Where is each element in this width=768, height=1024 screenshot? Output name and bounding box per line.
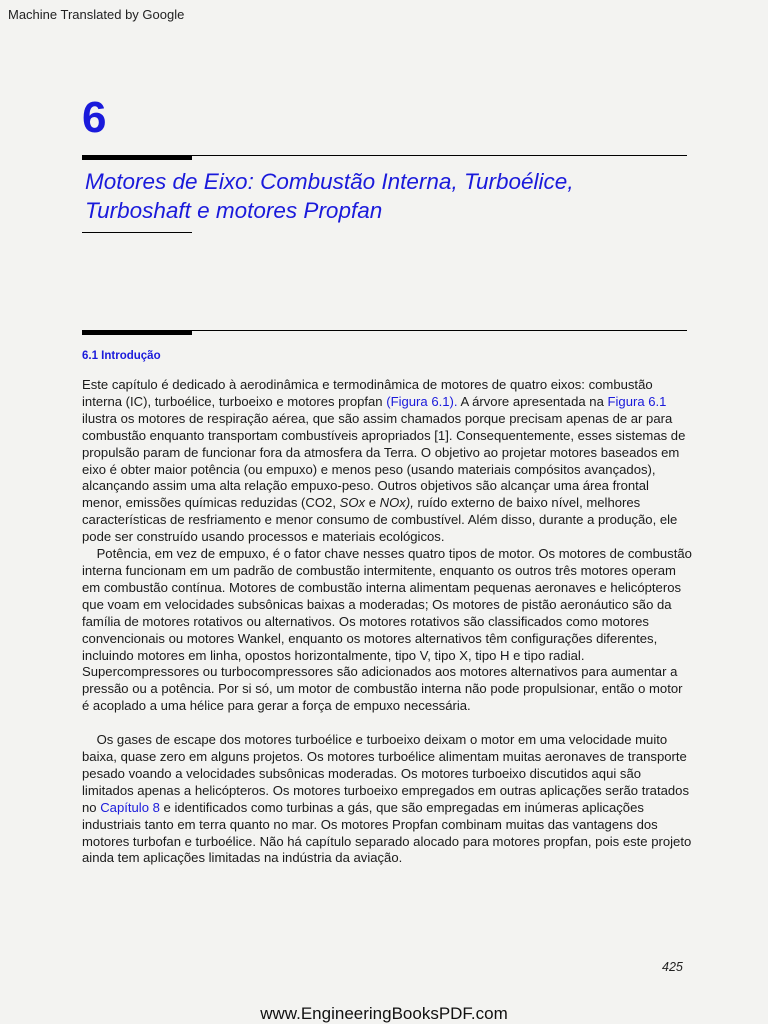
page-number: 425 (662, 960, 683, 974)
paragraph-1-text-b: A árvore apresentada na (457, 393, 608, 409)
paragraph-2 (82, 546, 692, 715)
chapter-8-link[interactable]: Capítulo 8 (100, 799, 160, 815)
chapter-rule-accent (82, 155, 192, 160)
paragraph-1-text-e: ruído externo de baixo nível, melhores características de resfriamento e menor consumo de combustível. Além disso, durante a produção, ele pode ser construído usando processos e materiais ecológicos. (82, 495, 678, 545)
chapter-title-line-1: Motores de Eixo: Combustão Interna, Turboélice, (85, 169, 574, 194)
machine-translated-label: Machine Translated by Google (8, 7, 185, 22)
paragraph-3-text-a: Os gases de escape dos motores turboélice e turboeixo deixam o motor em uma velocidade muito baixa, quase zero em alguns projetos. Os motores turboélice alimentam muitas aeronaves de transporte pesado voando a velocidades subsônicas moderadas. Os motores turboeixo discutidos aqui são limitados apenas a helicópteros. Os motores turboeixo empregados em outras aplicações serão tratados no (82, 732, 689, 815)
figure-6-1-link[interactable]: (Figura 6.1). (386, 393, 458, 409)
figure-6-1-link-2[interactable]: Figura 6.1 (607, 393, 667, 409)
paragraph-1 (82, 377, 692, 546)
paragraph-1-text-d: e (365, 495, 380, 511)
footer-url[interactable]: www.EngineeringBooksPDF.com (260, 1004, 508, 1023)
section-rule-accent (82, 330, 192, 335)
chapter-title-line-2: Turboshaft e motores Propfan (85, 198, 383, 223)
body-text (82, 377, 692, 867)
sox-term: SOx (339, 495, 366, 511)
chapter-number: 6 (82, 93, 107, 142)
title-underline (82, 232, 192, 233)
paragraph-1-text-a: Este capítulo é dedicado à aerodinâmica e termodinâmica de motores de quatro eixos: combustão interna (IC), turboélice, turboeixo e motores propfan (82, 377, 653, 409)
paragraph-1-text-c: ilustra os motores de respiração aérea, que são assim chamados porque precisam apenas de ar para combustão enquanto transportam combustíveis apropriados [1]. Consequentemente, esses sistemas de propulsão param de funcionar fora da atmosfera da Terra. O objetivo ao projetar motores baseados em eixo é obter maior potência (ou empuxo) e menos peso (usando materiais compósitos avançados), alcançando assim uma alta relação empuxo-peso. Outros objetivos são alcançar uma área frontal menor, emissões químicas reduzidas (CO2, (82, 410, 686, 511)
paragraph-3-text-b: e identificados como turbinas a gás, que são empregadas em inúmeras aplicações industriais tanto em terra quanto no mar. Os motores Propfan combinam muitas das vantagens dos motores turbofan e turboélice. Não há capítulo separado alocado para motores propfan, pois este projeto ainda tem aplicações limitadas na indústria da aviação. (82, 799, 692, 866)
section-heading: 6.1 Introdução (82, 350, 161, 362)
nox-term: NOx), (379, 495, 414, 511)
paragraph-3 (82, 732, 692, 867)
chapter-title (85, 167, 685, 225)
paragraph-2-text: Potência, em vez de empuxo, é o fator chave nesses quatro tipos de motor. Os motores de combustão interna funcionam em um padrão de combustão intermitente, enquanto os outros três motores operam em combustão contínua. Motores de combustão interna alimentam pequenas aeronaves e helicópteros que voam em velocidades subsônicas baixas a moderadas; Os motores de pistão aeronáutico são da família de motores rotativos ou alternativos. Os motores rotativos são classificados como motores convencionais ou motores Wankel, enquanto os motores alternativos têm configurações diferentes, incluindo motores em linha, opostos horizontalmente, tipo V, tipo X, tipo H e tipo radial. Supercompressores ou turbocompressores são adicionados aos motores alternativos para aumentar a pressão ou a potência. Por si só, um motor de combustão interna não pode propulsionar, então o motor é acoplado a uma hélice para gerar a força de empuxo necessária. (82, 546, 692, 714)
